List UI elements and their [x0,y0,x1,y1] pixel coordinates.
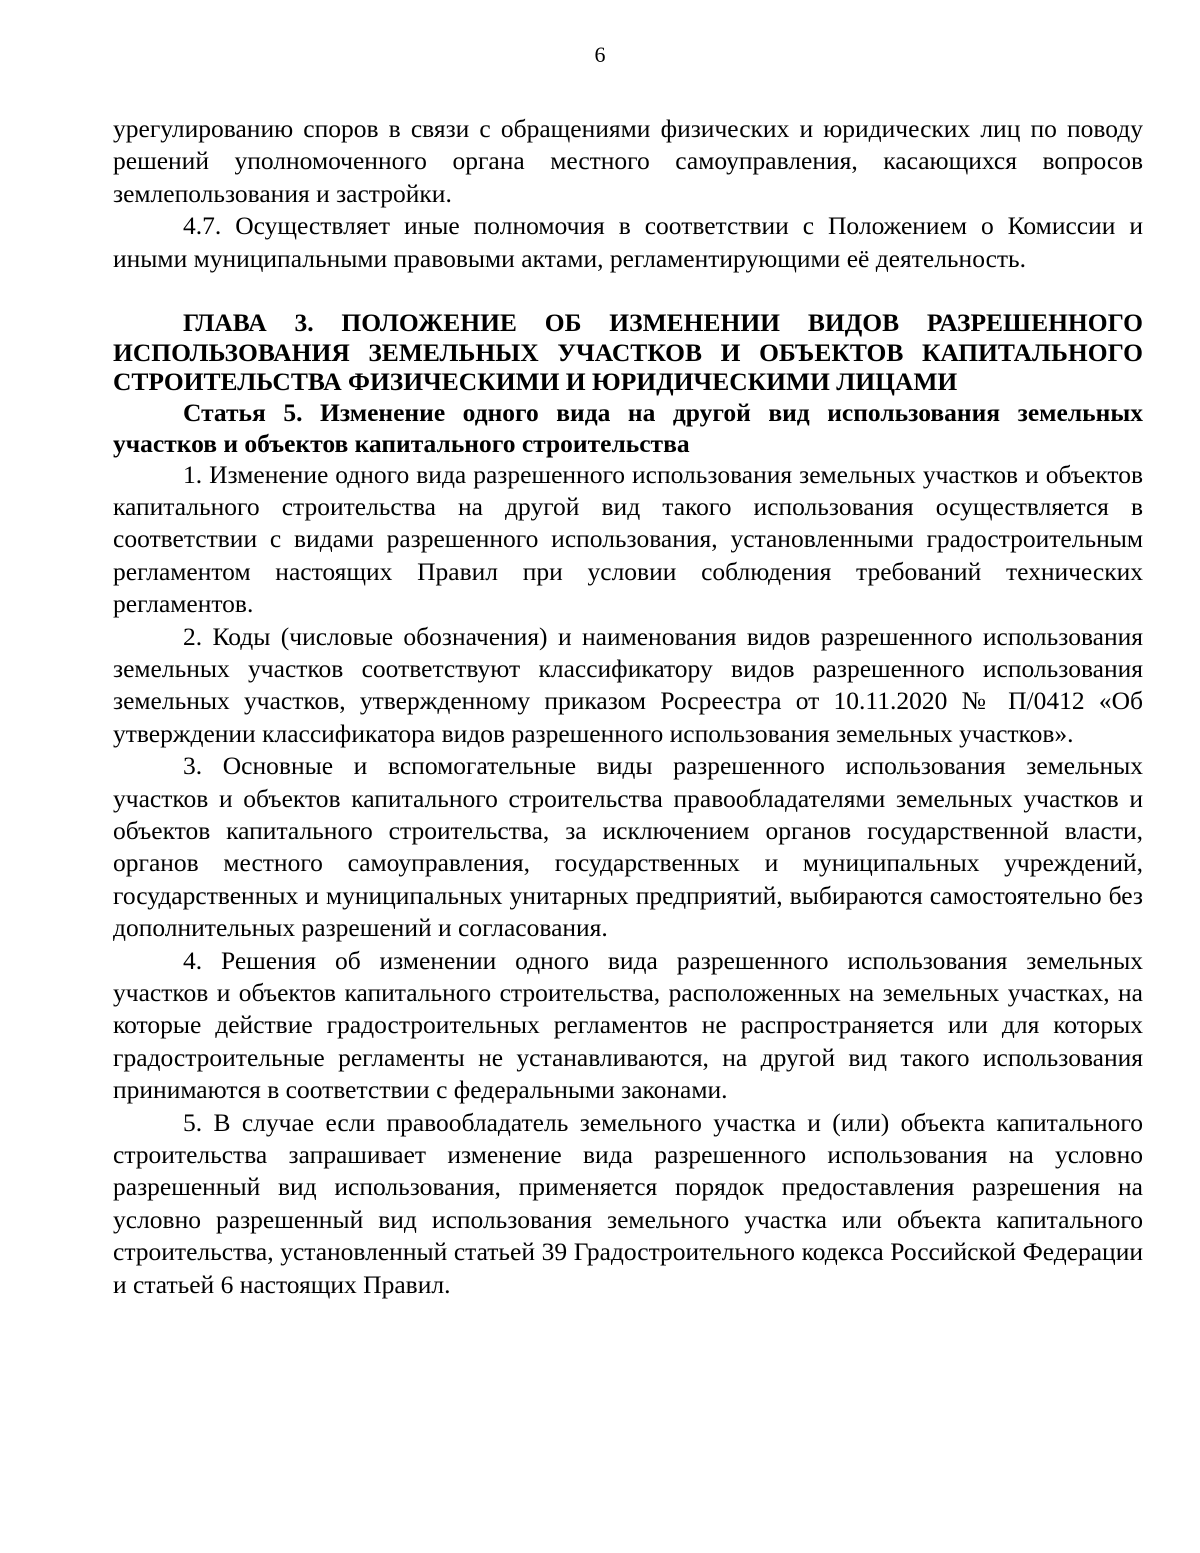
article-heading: Статья 5. Изменение одного вида на другой вид использования земельных участков и объектов капитального строительства [113,397,1143,458]
article-item-5: 5. В случае если правообладатель земельного участка и (или) объекта капитального строительства запрашивает изменение вида разрешенного использования на условно разрешенный вид использования, применяется порядок предоставления разрешения на условно разрешенный вид использования земельного участка или объекта капитального строительства, установленный статьей 39 Градостроительного кодекса Российской Федерации и статьей 6 настоящих Правил. [113,1107,1143,1299]
chapter-heading: ГЛАВА 3. ПОЛОЖЕНИЕ ОБ ИЗМЕНЕНИИ ВИДОВ РАЗРЕШЕННОГО ИСПОЛЬЗОВАНИЯ ЗЕМЕЛЬНЫХ УЧАСТКОВ И ОБЪЕКТОВ КАПИТАЛЬНОГО СТРОИТЕЛЬСТВА ФИЗИЧЕСКИМИ И ЮРИДИЧЕСКИМИ ЛИЦАМИ [113,308,1143,397]
paragraph-continuation: урегулированию споров в связи с обращениями физических и юридических лиц по поводу решений уполномоченного органа местного самоуправления, касающихся вопросов землепользования и застройки. [113,114,1143,208]
article-item-3: 3. Основные и вспомогательные виды разрешенного использования земельных участков и объектов капитального строительства правообладателями земельных участков и объектов капитального строительства, за исключением органов государственной власти, органов местного самоуправления, государственных и муниципальных учреждений, государственных и муниципальных унитарных предприятий, выбираются самостоятельно без дополнительных разрешений и согласования. [113,751,1143,943]
paragraph-item-4-7: 4.7. Осуществляет иные полномочия в соответствии с Положением о Комиссии и иными муниципальными правовыми актами, регламентирующими её деятельность. [113,211,1143,273]
page-number: 6 [594,42,606,67]
article-item-4: 4. Решения об изменении одного вида разрешенного использования земельных участков и объектов капитального строительства, расположенных на земельных участках, на которые действие градостроительных регламентов не распространяется или для которых градостроительные регламенты не устанавливаются, на другой вид такого использования принимаются в соответствии с федеральными законами. [113,945,1143,1105]
page-content [113,113,1143,1301]
article-item-1: 1. Изменение одного вида разрешенного использования земельных участков и объектов капитального строительства на другой вид такого использования осуществляется в соответствии с видами разрешенного использования, установленными градостроительным регламентом настоящих Правил при условии соблюдения требований технических регламентов. [113,459,1143,619]
article-item-2: 2. Коды (числовые обозначения) и наименования видов разрешенного использования земельных участков соответствуют классификатору видов разрешенного использования земельных участков, утвержденному приказом Росреестра от 10.11.2020 № П/0412 «Об утверждении классификатора видов разрешенного использования земельных участков». [113,621,1143,748]
